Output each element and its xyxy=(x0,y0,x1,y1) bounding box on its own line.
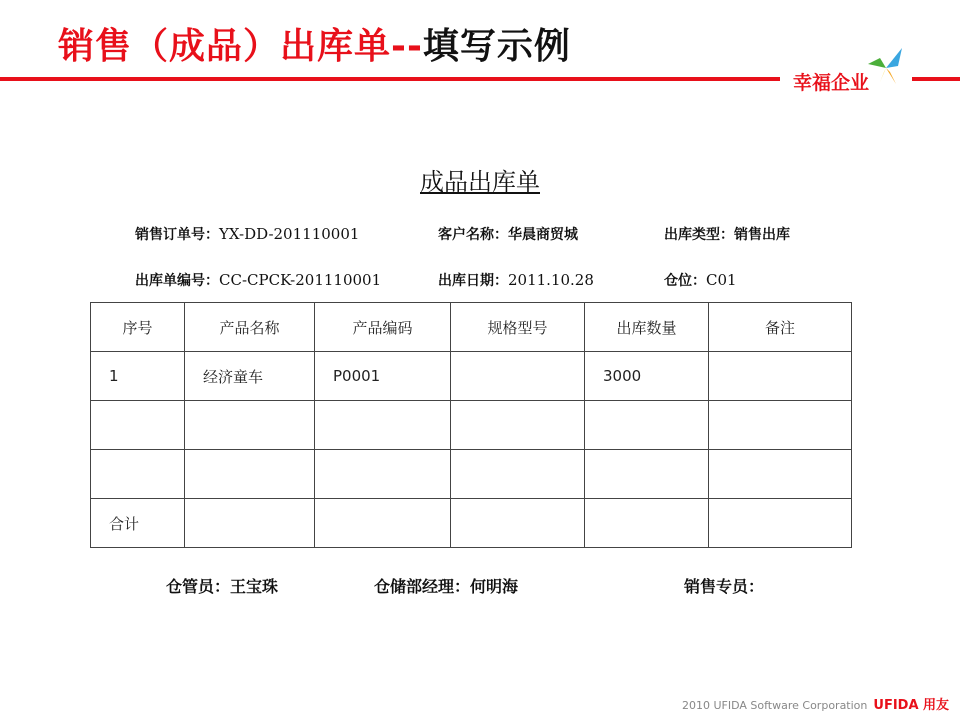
cell xyxy=(185,499,315,548)
cell xyxy=(185,401,315,450)
cell: 经济童车 xyxy=(185,352,315,401)
cell: P0001 xyxy=(315,352,451,401)
cell: 3000 xyxy=(585,352,709,401)
header-cell: 备注 xyxy=(709,303,852,352)
brand-text: 幸福企业 xyxy=(793,72,870,94)
outbound-table xyxy=(90,302,852,548)
cell xyxy=(585,401,709,450)
field-type: 出库类型：销售出库 xyxy=(664,227,790,243)
field-date: 出库日期：2011.10.28 xyxy=(438,271,594,289)
header-cell: 序号 xyxy=(91,303,185,352)
cell xyxy=(709,352,852,401)
cell xyxy=(91,450,185,499)
field-location: 仓位：C01 xyxy=(664,271,737,289)
header-divider xyxy=(0,77,780,81)
cell xyxy=(315,450,451,499)
document-title: 成品出库单 xyxy=(420,168,540,196)
ufida-logo: UFIDA 用友 xyxy=(873,698,950,713)
cell xyxy=(451,499,585,548)
cell xyxy=(709,499,852,548)
cell xyxy=(91,401,185,450)
header-cell: 产品编码 xyxy=(315,303,451,352)
cell xyxy=(451,450,585,499)
cell xyxy=(709,450,852,499)
table-header xyxy=(91,303,852,352)
field-order-no: 销售订单号：YX-DD-201110001 xyxy=(135,225,360,243)
cell xyxy=(315,401,451,450)
cell xyxy=(585,499,709,548)
total-row xyxy=(91,499,852,548)
table-row xyxy=(91,352,852,401)
cell xyxy=(451,401,585,450)
signature-warehouse-manager: 仓储部经理：何明海 xyxy=(374,577,519,596)
cell xyxy=(315,499,451,548)
cell xyxy=(451,352,585,401)
table-row xyxy=(91,401,852,450)
slide-title: 销售（成品）出库单--填写示例 xyxy=(58,26,571,67)
cell xyxy=(585,450,709,499)
field-customer: 客户名称：华晨商贸城 xyxy=(438,227,578,243)
cell: 合计 xyxy=(91,499,185,548)
table-row xyxy=(91,450,852,499)
cell xyxy=(185,450,315,499)
cell: 1 xyxy=(91,352,185,401)
field-outbound-no: 出库单编号：CC-CPCK-201110001 xyxy=(135,271,382,289)
header-divider-right xyxy=(912,77,960,81)
signature-warehouse-keeper: 仓管员：王宝珠 xyxy=(166,577,279,596)
header-cell: 出库数量 xyxy=(585,303,709,352)
pinwheel-logo-icon xyxy=(866,46,906,88)
footer: 2010 UFIDA Software Corporation UFIDA 用友 xyxy=(682,698,950,713)
signature-sales: 销售专员： xyxy=(684,577,765,596)
cell xyxy=(709,401,852,450)
header-cell: 产品名称 xyxy=(185,303,315,352)
header-cell: 规格型号 xyxy=(451,303,585,352)
